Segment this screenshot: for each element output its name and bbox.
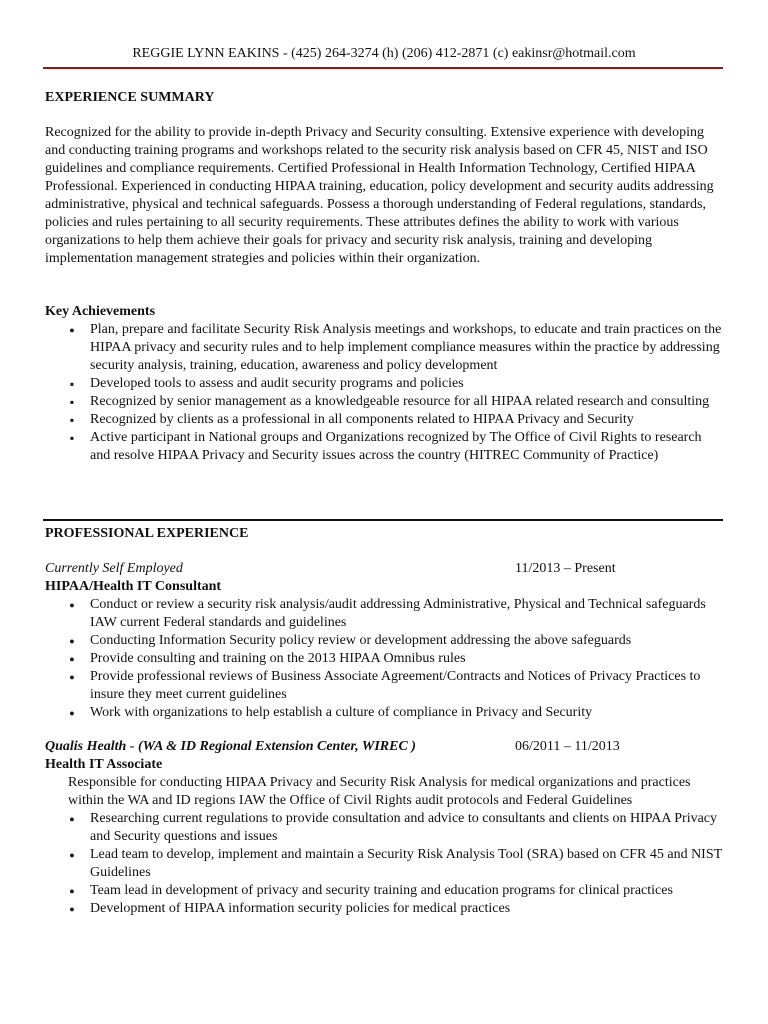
list-item-text: Team lead in development of privacy and security training and education programs for clinical practices <box>90 883 673 898</box>
list-item-text: Recognized by senior management as a knowledgeable resource for all HIPAA related research and consulting <box>90 394 710 409</box>
key-achievements-list <box>45 321 725 465</box>
list-item-text: Development of HIPAA information security policies for medical practices <box>90 901 511 916</box>
bullet-icon <box>65 429 79 448</box>
job-organization: Qualis Health - (WA & ID Regional Extension Center, WIREC ) <box>45 739 416 754</box>
job-title: HIPAA/Health IT Consultant <box>45 579 222 594</box>
job-description: Responsible for conducting HIPAA Privacy and Security Risk Analysis for medical organizations and practices within the WA and ID regions IAW the Office of Civil Rights audit protocols and Federal Guidelines <box>68 775 691 808</box>
list-item <box>45 900 725 918</box>
list-item <box>45 882 725 900</box>
list-item-text: Provide professional reviews of Business Associate Agreement/Contracts and Notices of Privacy Practices to insure they meet current guidelines <box>90 669 701 702</box>
job-entry <box>45 738 725 918</box>
bullet-icon <box>65 321 79 339</box>
list-item-text: Plan, prepare and facilitate Security Risk Analysis meetings and workshops, to educate and train practices on the HIPAA privacy and security rules and to help implement compliance measures within the practice by addressing security analysis, training, education, awareness and policy development <box>90 322 722 373</box>
job-title: Health IT Associate <box>45 757 163 772</box>
list-item <box>45 393 725 411</box>
bullet-icon <box>65 704 79 722</box>
job-bullets <box>45 810 725 918</box>
list-item-text: Researching current regulations to provide consultation and advice to consultants and clients on HIPAA Privacy and Security questions and issues <box>90 811 718 844</box>
list-item-text: Work with organizations to help establish a culture of compliance in Privacy and Security <box>90 705 593 720</box>
list-item <box>45 668 725 704</box>
header-divider <box>43 67 723 69</box>
job-dates: 11/2013 – Present <box>515 561 616 576</box>
list-item <box>45 650 725 668</box>
contact-header: REGGIE LYNN EAKINS - (425) 264-3274 (h) (206) 412-2871 (c) eakinsr@hotmail.com <box>132 46 636 61</box>
job-entry <box>45 560 725 722</box>
list-item <box>45 375 725 393</box>
list-item <box>45 810 725 846</box>
job-bullets <box>45 596 725 722</box>
key-achievements-section <box>45 303 725 465</box>
bullet-icon <box>65 650 79 668</box>
bullet-icon <box>65 882 79 900</box>
list-item <box>45 846 725 882</box>
bullet-icon <box>65 393 79 412</box>
list-item <box>45 632 725 650</box>
list-item <box>45 596 725 632</box>
list-item-text: Conduct or review a security risk analysis/audit addressing Administrative, Physical and Technical safeguards IAW current Federal standards and guidelines <box>90 597 706 630</box>
list-item-text: Conducting Information Security policy review or development addressing the above safeguards <box>90 633 632 648</box>
list-item-text: Recognized by clients as a professional in all components related to HIPAA Privacy and Security <box>90 412 634 427</box>
bullet-icon <box>65 375 79 394</box>
list-item <box>45 429 725 465</box>
professional-experience-section <box>45 525 725 918</box>
list-item-text: Provide consulting and training on the 2013 HIPAA Omnibus rules <box>90 651 466 666</box>
list-item <box>45 411 725 429</box>
bullet-icon <box>65 900 79 918</box>
list-item-text: Developed tools to assess and audit security programs and policies <box>90 376 464 391</box>
list-item <box>45 321 725 375</box>
bullet-icon <box>65 596 79 614</box>
bullet-icon <box>65 668 79 686</box>
bullet-icon <box>65 632 79 650</box>
key-achievements-heading: Key Achievements <box>45 304 156 319</box>
bullet-icon <box>65 411 79 430</box>
experience-summary-section <box>45 89 725 268</box>
bullet-icon <box>65 810 79 828</box>
experience-summary-heading: EXPERIENCE SUMMARY <box>45 90 215 105</box>
list-item <box>45 704 725 722</box>
professional-experience-heading: PROFESSIONAL EXPERIENCE <box>45 526 249 541</box>
list-item-text: Lead team to develop, implement and maintain a Security Risk Analysis Tool (SRA) based on CFR 45 and NIST Guidelines <box>90 847 722 880</box>
job-organization: Currently Self Employed <box>45 561 183 576</box>
job-header <box>45 560 725 578</box>
experience-summary-paragraph: Recognized for the ability to provide in-depth Privacy and Security consulting. Extensive experience with developing and conducting training programs and workshops related to the security risk analysis based on CFR 45, NIST and ISO guidelines and compliance requirements. Certified Professional in Health Information Technology, Certified HIPAA Professional. Experienced in conducting HIPAA training, education, policy development and security audits addressing administrative, physical and technical safeguards. Possess a thorough understanding of Federal regulations, standards, policies and rules pertaining to all security requirements. These attributes defines the ability to work with various organizations to help them achieve their goals for privacy and security risk analysis, training and developing implementation management strategies and policies within their organization. <box>45 125 714 266</box>
section-divider <box>43 519 723 521</box>
list-item-text: Active participant in National groups and Organizations recognized by The Office of Civil Rights to research and resolve HIPAA Privacy and Security issues across the country (HITREC Community of Practice) <box>90 430 702 463</box>
job-dates: 06/2011 – 11/2013 <box>515 739 620 754</box>
job-header <box>45 738 725 756</box>
bullet-icon <box>65 846 79 864</box>
